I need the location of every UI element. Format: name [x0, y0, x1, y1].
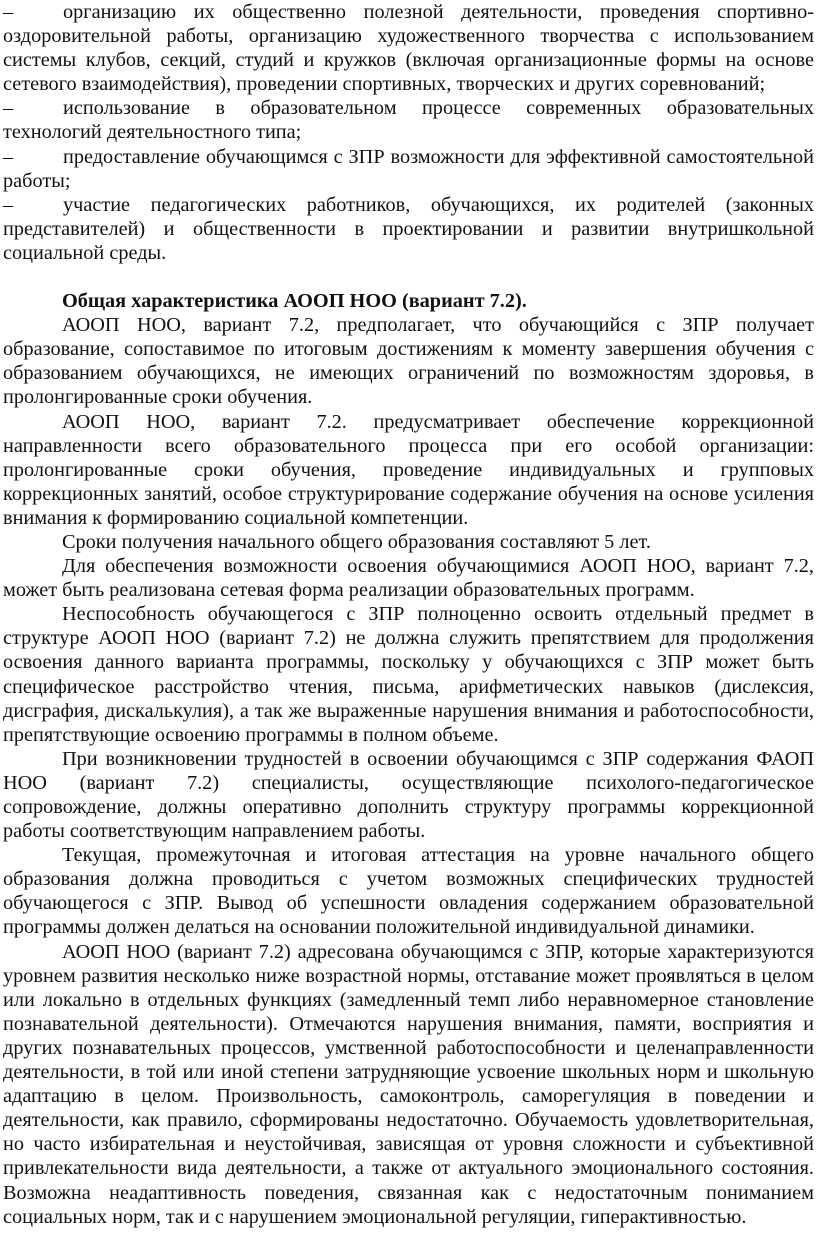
- paragraph: Текущая, промежуточная и итоговая аттестация на уровне начального общего образования должна проводиться с учетом возможных специфических трудностей обучающегося с ЗПР. Вывод об успешности овладения содержанием образовательной программы должен делаться на основании положительной индивидуальной динамики.: [3, 844, 814, 939]
- paragraph: При возникновении трудностей в освоении обучающимся с ЗПР содержания ФАОП НОО (вариант 7.2) специалисты, осуществляющие психолого-педагогическое сопровождение, должны оперативно дополнить структуру программы коррекционной работы соответствующим направлением работы.: [3, 747, 814, 843]
- list-dash: –: [3, 193, 14, 216]
- list-dash: –: [3, 145, 14, 168]
- list-item-text: использование в образовательном процессе современных образовательных технологий деятельностного типа;: [3, 97, 814, 144]
- paragraph: АООП НОО, вариант 7.2, предполагает, что обучающийся с ЗПР получает образование, сопоставимое по итоговым достижениям к моменту завершения обучения с образованием обучающихся, не имеющих ограничений по возможностям здоровья, в пролонгированные сроки обучения.: [3, 314, 814, 409]
- document-page: [3, 0, 814, 1229]
- list-item: [3, 145, 814, 193]
- section-heading: Общая характеристика АООП НОО (вариант 7.2).: [62, 290, 527, 313]
- list-item: [3, 96, 814, 144]
- paragraph: АООП НОО, вариант 7.2. предусматривает обеспечение коррекционной направленности всего образовательного процесса при его особой организации: пролонгированные сроки обучения, проведение индивидуальных и групповых коррекционных занятий, особое структурирование содержание обучения на основе усиления внимания к формированию социальной компетенции.: [3, 410, 814, 529]
- list-item-text: участие педагогических работников, обучающихся, их родителей (законных представителей) и общественности в проектировании и развитии внутришкольной социальной среды.: [3, 193, 814, 264]
- paragraph: Неспособность обучающегося с ЗПР полноценно освоить отдельный предмет в структуре АООП НОО (вариант 7.2) не должна служить препятствием для продолжения освоения данного варианта программы, поскольку у обучающихся с ЗПР может быть специфическое расстройство чтения, письма, арифметических навыков (дислексия, дисграфия, дискалькулия), а так же выраженные нарушения внимания и работоспособности, препятствующие освоению программы в полном объеме.: [3, 603, 814, 746]
- list-item-text: организацию их общественно полезной деятельности, проведения спортивно-оздоровительной работы, организацию художественного творчества с использованием системы клубов, секций, студий и кружков (включая организационные формы на основе сетевого взаимодействия), проведении спортивных, творческих и других соревнований;: [3, 1, 814, 96]
- list-dash: –: [3, 1, 14, 23]
- list-dash: –: [3, 97, 14, 120]
- list-item: [3, 193, 814, 265]
- list-item: [3, 0, 814, 96]
- paragraph: Для обеспечения возможности освоения обучающимися АООП НОО, вариант 7.2, может быть реализована сетевая форма реализации образовательных программ.: [3, 555, 814, 602]
- paragraph: Сроки получения начального общего образования составляют 5 лет.: [62, 530, 651, 553]
- paragraph: АООП НОО (вариант 7.2) адресована обучающимся с ЗПР, которые характеризуются уровнем развития несколько ниже возрастной нормы, отставание может проявляться в целом или локально в отдельных функциях (замедленный темп либо неравномерное становление познавательной деятельности). Отмечаются нарушения внимания, памяти, восприятия и других познавательных процессов, умственной работоспособности и целенаправленности деятельности, в той или иной степени затрудняющие усвоение школьных норм и школьную адаптацию в целом. Произвольность, самоконтроль, саморегуляция в поведении и деятельности, как правило, сформированы недостаточно. Обучаемость удовлетворительная, но часто избирательная и неустойчивая, зависящая от уровня сложности и субъективной привлекательности вида деятельности, а также от актуального эмоционального состояния. Возможна неадаптивность поведения, связанная как с недостаточным пониманием социальных норм, так и с нарушением эмоциональной регуляции, гиперактивностью.: [3, 940, 814, 1228]
- list-item-text: предоставление обучающимся с ЗПР возможности для эффективной самостоятельной работы;: [3, 145, 814, 192]
